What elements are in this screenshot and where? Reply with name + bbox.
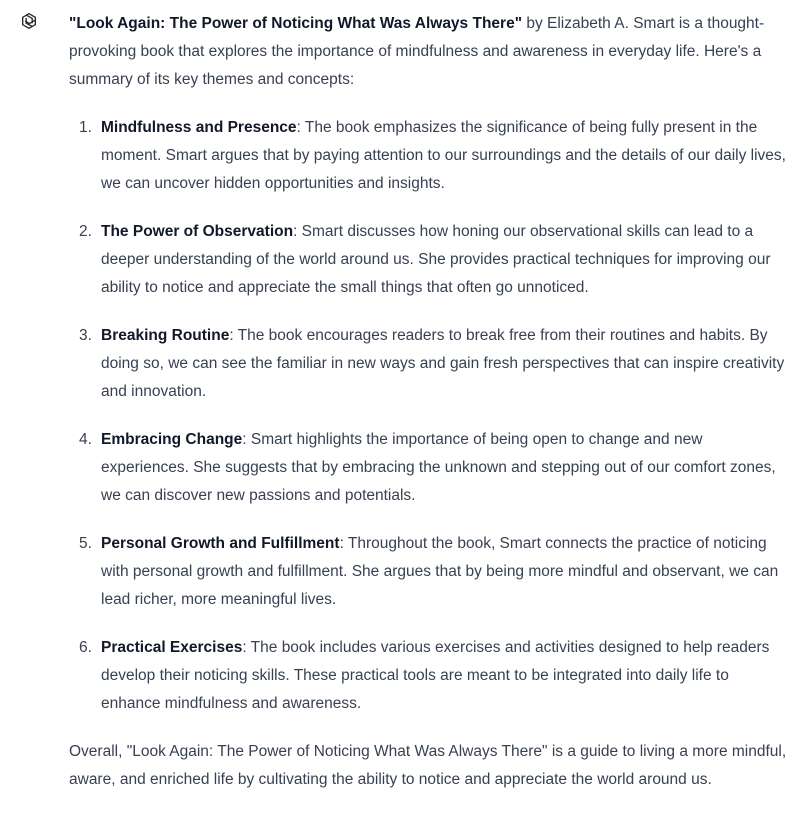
openai-logo-icon [18,10,40,32]
intro-text: by Elizabeth A. Smart is a thought-provoking book that explores the importance of mindfulness and awareness in everyday life. Here's a summary of its key themes and concepts: [69,15,765,88]
item-title: Practical Exercises [101,639,243,656]
item-text: : The book emphasizes the significance of being fully present in the moment. Smart argues that by paying attention to our surroundings and the details of our daily lives, we can uncover hidden opportunities and insights. [101,119,786,192]
list-number: 4. [79,431,92,448]
item-text: : The book encourages readers to break free from their routines and habits. By doing so, we can see the familiar in new ways and gain fresh perspectives that can inspire creativity and innovation. [101,327,785,400]
list-item [69,634,789,718]
item-title: Breaking Routine [101,327,230,344]
book-title: "Look Again: The Power of Noticing What Was Always There" [69,15,523,32]
item-title: Mindfulness and Presence [101,119,297,136]
message-content [69,10,789,794]
item-text: : Smart highlights the importance of being open to change and new experiences. She suggests that by embracing the unknown and stepping out of our comfort zones, we can discover new passions and potentials. [101,431,776,504]
list-number: 1. [79,119,92,136]
themes-list [69,114,789,718]
item-title: Embracing Change [101,431,243,448]
list-item [69,426,789,510]
list-number: 3. [79,327,92,344]
outro-paragraph: Overall, "Look Again: The Power of Noticing What Was Always There" is a guide to living a more mindful, aware, and enriched life by cultivating the ability to notice and appreciate the world around us. [69,743,787,788]
item-text: : The book includes various exercises and activities designed to help readers develop their noticing skills. These practical tools are meant to be integrated into daily life to enhance mindfulness and awareness. [101,639,770,712]
intro-paragraph [69,10,789,94]
item-text: : Throughout the book, Smart connects the practice of noticing with personal growth and fulfillment. She argues that by being more mindful and observant, we can lead richer, more meaningful lives. [101,535,779,608]
list-number: 5. [79,535,92,552]
list-item [69,530,789,614]
list-item [69,114,789,198]
list-number: 6. [79,639,92,656]
list-item [69,322,789,406]
list-item [69,218,789,302]
item-text: : Smart discusses how honing our observational skills can lead to a deeper understanding of the world around us. She provides practical techniques for improving our ability to notice and appreciate the small things that often go unnoticed. [101,223,771,296]
assistant-avatar [14,6,44,36]
list-number: 2. [79,223,92,240]
item-title: The Power of Observation [101,223,294,240]
item-title: Personal Growth and Fulfillment [101,535,340,552]
